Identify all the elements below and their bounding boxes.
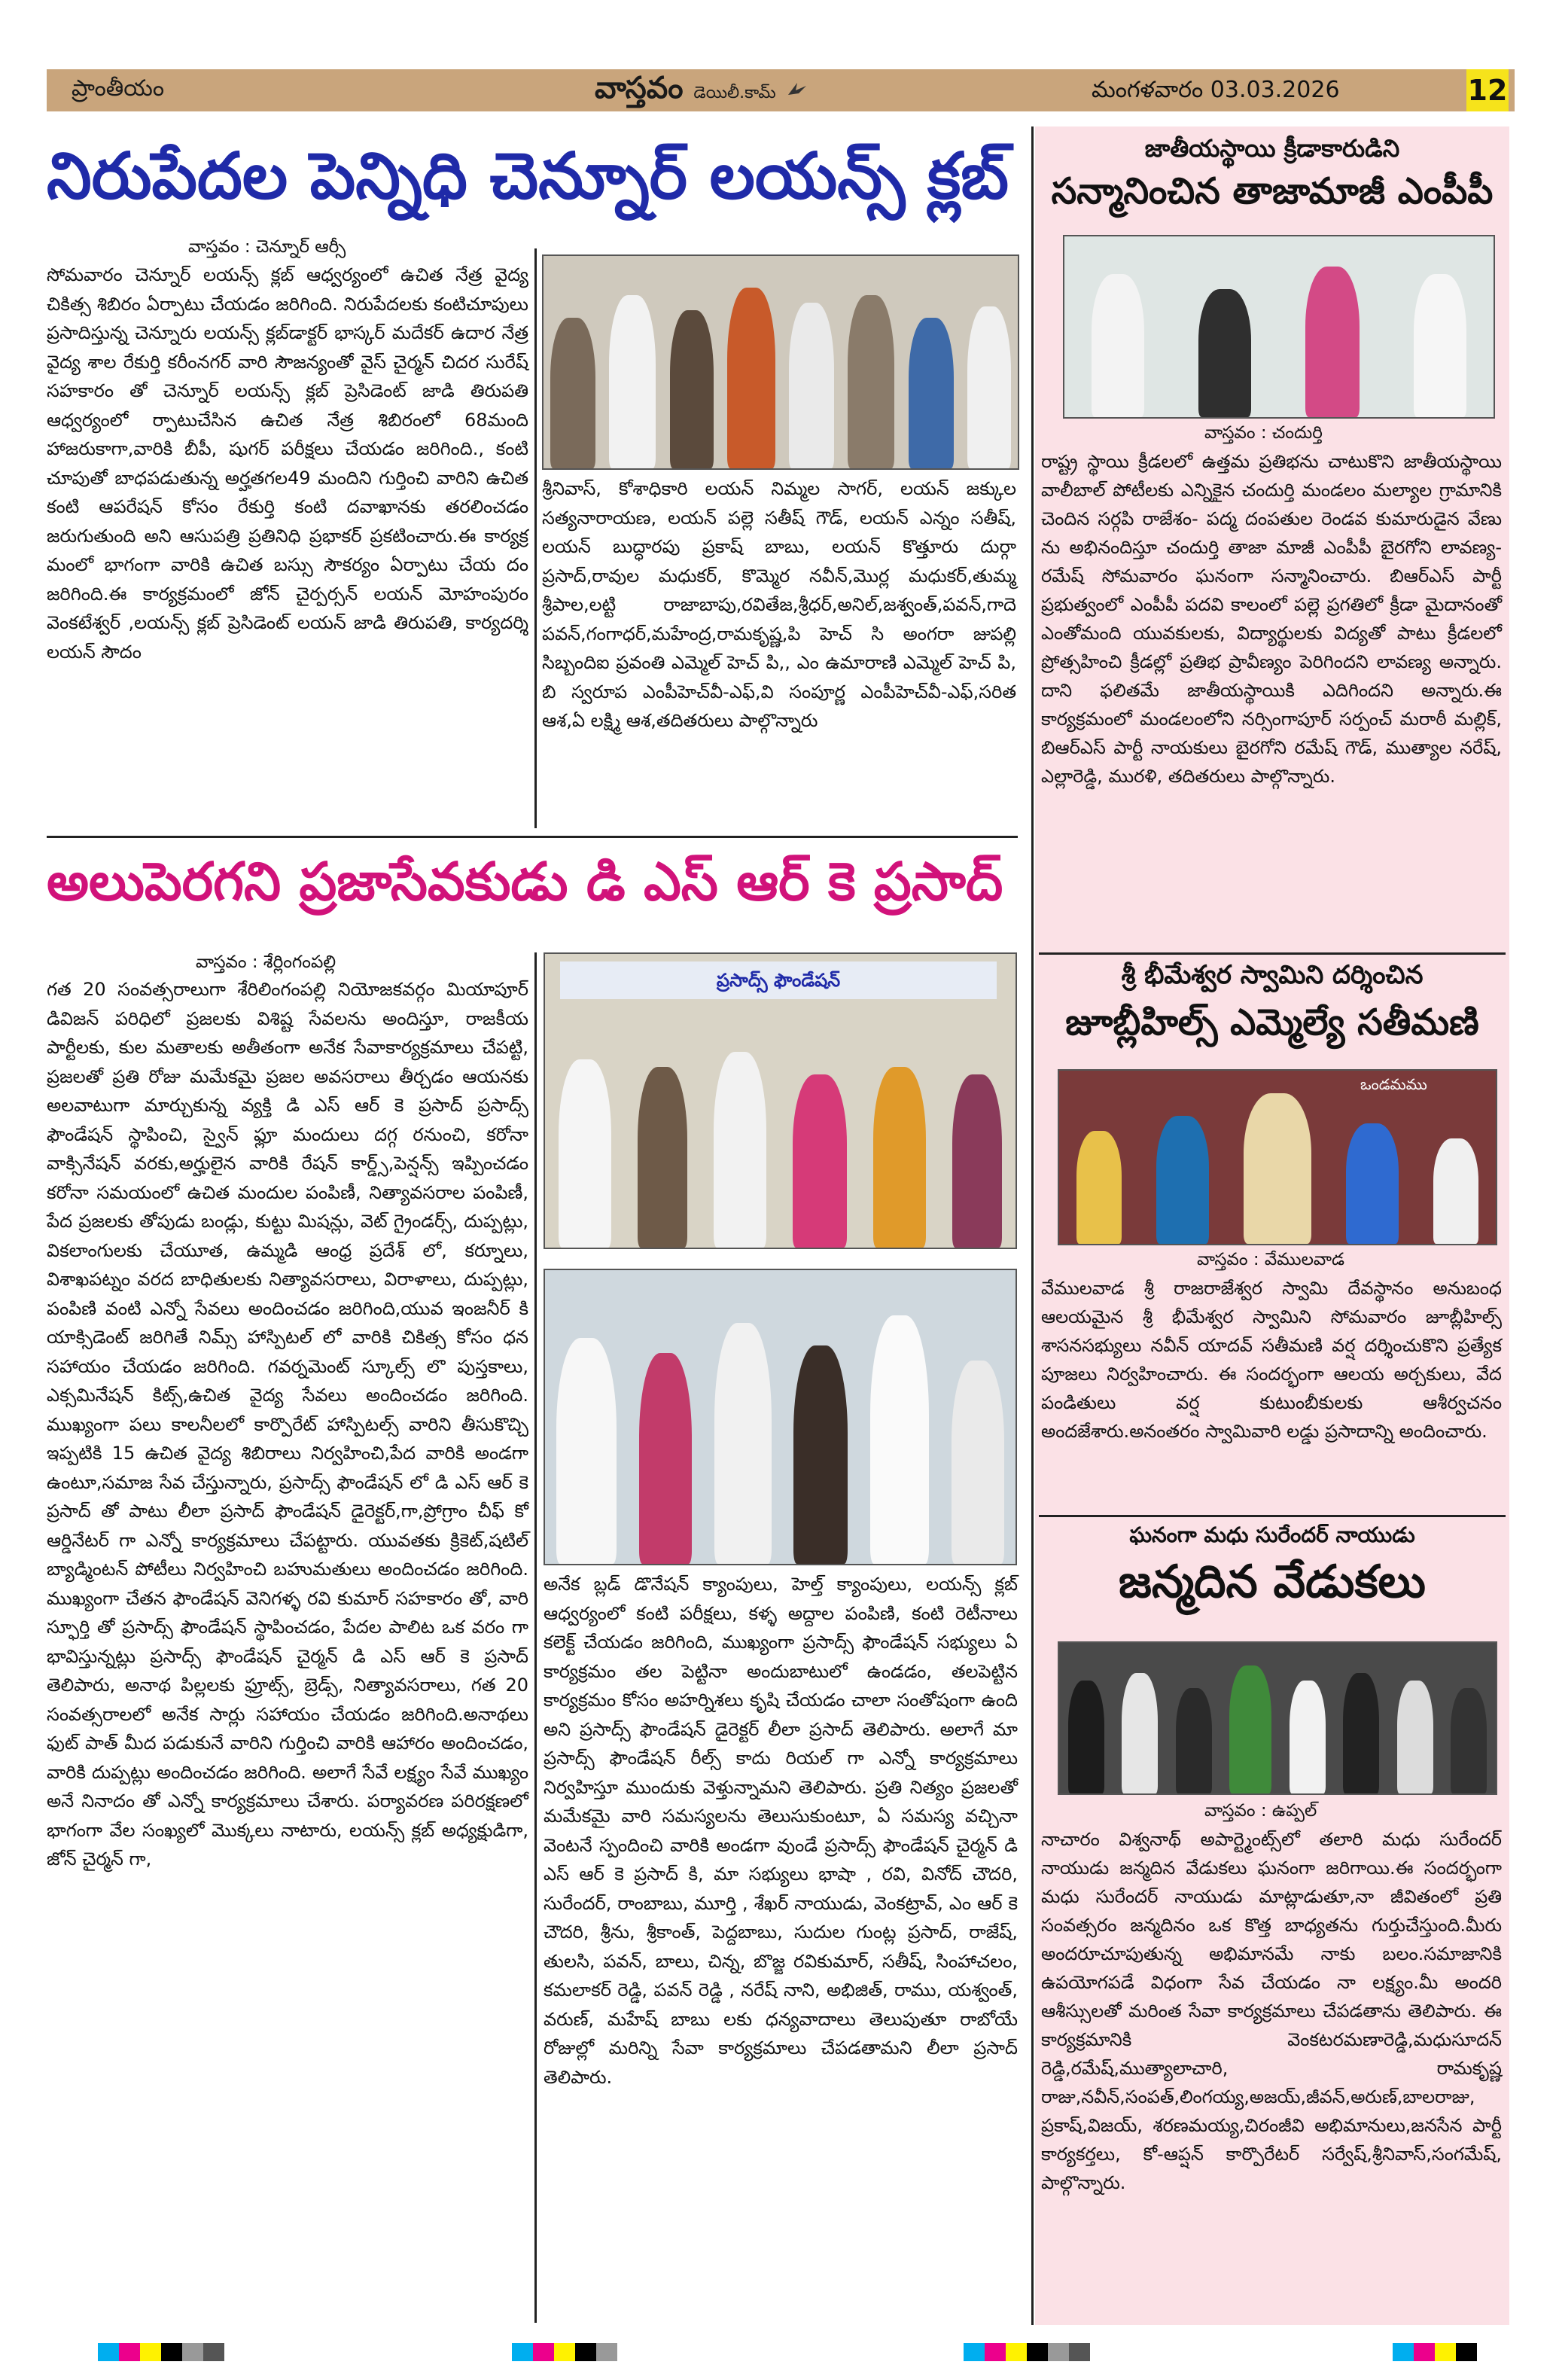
- column-divider: [1031, 126, 1034, 2325]
- right2-headline: జూబ్లీహిల్స్ ఎమ్మెల్యే సతీమణి: [1065, 1001, 1479, 1044]
- right2-dateline: వాస్తవం : వేములవాడ: [1197, 1250, 1344, 1269]
- section-name: ప్రాంతీయం: [72, 75, 165, 102]
- column-divider: [534, 248, 537, 828]
- right1-dateline: వాస్తవం : చందుర్తి: [1204, 423, 1323, 443]
- temple-sign: ఒండమము: [1360, 1075, 1427, 1093]
- story2-photo-ceremony: [544, 952, 1017, 1249]
- story-separator: [47, 836, 1018, 838]
- color-registration-strip: [512, 2343, 617, 2361]
- story2-column-1: గత 20 సంవత్సరాలుగా శేరిలింగంపల్లి నియోజకవర్గం మియాపూర్ డివిజన్ పరిధిలో ప్రజలకు విశిష్ట సేవలను అందిస్తూ, రాజకీయ పార్టీలకు, కుల మతాలకు అతీతంగా అనేక సేవాకార్యక్రమాలు చేపట్టి, ప్రజలతో ప్రతి రోజు మమేకమై ప్రజల అవసరాలు తీర్చడం ఆయనకు అలవాటుగా మార్చుకున్న వ్యక్తి డి ఎస్ ఆర్ కె ప్రసాద్ ప్రసాద్స్ ఫౌండేషన్ స్థాపించి, స్వైన్ ఫ్లూ మందులు దగ్గ రనుంచి, కరోనా వాక్సినేషన్ వరకు,అర్హులైన వారికి రేషన్ కార్డ్స్,పెన్షన్స్ ఇప్పించడం కరోనా సమయంలో ఉచిత మందుల పంపిణీ, నిత్యావసరాల పంపిణీ, పేద ప్రజలకు తోపుడు బండ్లు, కుట్టు మిషన్లు, వెట్ గ్రైండర్స్, దుప్పట్లు, వికలాంగులకు చేయూత, ఉమ్మడి ఆంధ్ర ప్రదేశ్ లో, కర్నూలు, విశాఖపట్నం వరద బాధితులకు నిత్యావసరాలు, విరాళాలు, దుప్పట్లు, పంపిణి వంటి ఎన్నో సేవలు అందించడం జరిగింది,యువ ఇంజనీర్ కి యాక్సిడెంట్ జరిగితే నిమ్స్ హాస్పిటల్ లో వారికి చికిత్స కోసం ధన సహాయం చేయడం జరిగింది. గవర్నమెంట్ స్కూల్స్ లొ పుస్తకాలు, ఎక్సమినేషన్ కిట్స్,ఉచిత వైద్య సేవలు అందించడం జరిగింది. ముఖ్యంగా పలు కాలనీలలో కార్పొరేట్ హాస్పిటల్స్ వారిని తీసుకొచ్చి ఇప్పటికి 15 ఉచిత వైద్య శిబిరాలు నిర్వహించి,పేద వారికి అండగా ఉంటూ,సమాజ సేవ చేస్తున్నారు, ప్రసాద్స్ ఫౌండేషన్ లో డి ఎస్ ఆర్ కె ప్రసాద్ తో పాటు లీలా ప్రసాద్ ఫౌండేషన్ డైరెక్టర్,గా,ప్రోగ్రాం చీఫ్ కో ఆర్డినేటర్ గా ఎన్నో కార్యక్రమాలు చేపట్టారు. యువతకు క్రికెట్,షటిల్ బ్యాడ్మింటన్ పోటీలు నిర్వహించి బహుమతులు అందించడం జరిగింది. ముఖ్యంగా చేతన ఫౌండేషన్ వెనిగళ్ళ రవి కుమార్ సహకారం తో, వారి స్ఫూర్తి తో ప్రసాద్స్ ఫౌండేషన్ స్థాపించడం, పేదల పాలిట ఒక వరం గా భావిస్తున్నట్లు ప్రసాద్స్ ఫౌండేషన్ చైర్మన్ డి ఎస్ ఆర్ కె ప్రసాద్ తెలిపారు, అనాథ పిల్లలకు ఫ్రూట్స్, బ్రెడ్స్, నిత్యావసరాలు, గత 20 సంవత్సరాలలో అనేక సార్లు సహాయం చేయడం జరిగింది.అనాథలు ఫుట్ పాత్ మీద పడుకునే వారిని గుర్తించి వారికి ఆహారం అందించడం, వారికి దుప్పట్లు అందించడం జరిగింది. అలాగే సేవే లక్ష్యం సేవే ముఖ్యం అనే నినాదం తో ఎన్నో కార్యక్రమాలు చేశారు. పర్యావరణ పరిరక్షణలో భాగంగా వేల సంఖ్యలో మొక్కలు నాటారు, లయన్స్ క్లబ్ అధ్యక్షుడిగా, జోన్ చైర్మన్ గా,: [47, 979, 528, 1870]
- story1-dateline: వాస్తవం : చెన్నూర్ ఆర్సీ: [188, 237, 346, 257]
- right1-photo: [1063, 235, 1495, 419]
- bird-icon: [787, 80, 808, 99]
- color-registration-strip: [1393, 2343, 1477, 2361]
- color-registration-strip: [98, 2343, 224, 2361]
- paper-subtitle: డెయిలీ.కామ్: [693, 84, 776, 102]
- story1-column-1: సోమవారం చెన్నూర్ లయన్స్ క్లబ్ ఆధ్వర్యంలో ఉచిత నేత్ర వైద్య చికిత్స శిబిరం ఏర్పాటు చేయడం జరిగింది. నిరుపేదలకు కంటిచూపులు ప్రసాదిస్తున్న చెన్నూరు లయన్స్ క్లబ్‌డాక్టర్ భాస్కర్ మదేకర్ ఉదార నేత్ర వైద్య శాల రేకుర్తి కరీంనగర్ వారి సౌజన్యంతో వైస్ చైర్మన్ చిదర సురేష్ సహకారం తో చెన్నూర్ లయన్స్ క్లబ్ ప్రెసిడెంట్ జాడి తిరుపతి ఆధ్వర్యంలో ర్పాటుచేసిన ఉచిత నేత్ర శిబిరంలో 68మంది హాజరుకాగా,వారికి బీపీ, షుగర్ పరీక్షలు చేయడం జరిగింది., కంటి చూపుతో బాధపడుతున్న అర్హతగల49 మందిని గుర్తించి వారిని ఉచిత కంటి ఆపరేషన్ కోసం రేకుర్తి కంటి దవాఖానకు తరలించడం జరుగుతుంది అని ఆసుపత్రి ప్రతినిధి ప్రభాకర్ ప్రకటించారు.ఈ కార్యక్ర మంలో భాగంగా వారికి ఉచిత బస్సు సౌకర్యం ఏర్పాటు చేయ దం జరిగింది.ఈ కార్యక్రమంలో జోన్ చైర్పర్సన్ లయన్ మోహంపురం వెంకటేశ్వర్ ,లయన్స్ క్లబ్ ప్రెసిడెంట్ లయన్ జాడి తిరుపతి, కార్యదర్శి లయన్ సౌదం: [47, 264, 528, 663]
- story2-column-2: అనేక బ్లడ్ డొనేషన్ క్యాంపులు, హెల్త్ క్యాంపులు, లయన్స్ క్లబ్ ఆధ్వర్యంలో కంటి పరీక్షలు, కళ్ళ అద్దాల పంపిణి, కంటి రెటీనాలు కలెక్ట్ చేయడం జరిగింది, ముఖ్యంగా ప్రసాద్స్ ఫౌండేషన్ సభ్యులు ఏ కార్యక్రమం తల పెట్టినా అందుబాటులో ఉండడం, తలపెట్టిన కార్యక్రమం కోసం అహర్నిశలు కృషి చేయడం చాలా సంతోషంగా ఉంది అని ప్రసాద్స్ ఫౌండేషన్ డైరెక్టర్ లీలా ప్రసాద్ తెలిపారు. అలాగే మా ప్రసాద్స్ ఫౌండేషన్ రీల్స్ కాదు రియల్ గా ఎన్నో కార్యక్రమాలు నిర్వహిస్తూ ముందుకు వెళ్తున్నామని తెలిపారు. ప్రతి నిత్యం ప్రజలతో మమేకమై వారి సమస్యలను తెలుసుకుంటూ, ఏ సమస్య వచ్చినా వెంటనే స్పందించి వారికి అండగా వుండే ప్రసాద్స్ ఫౌండేషన్ చైర్మన్ డి ఎస్ ఆర్ కె ప్రసాద్ కి, మా సభ్యులు భాషా , రవి, వినోద్ చౌదరి, సురేందర్, రాంబాబు, మూర్తి , శేఖర్ నాయుడు, వెంకట్రావ్, ఎం ఆర్ కె చౌదరి, శ్రీను, శ్రీకాంత్, పెద్దబాబు, సుదుల గుంట్ల ప్రసాద్, రాజేష్, తులసి, పవన్, బాలు, చిన్న, బొజ్జ రవికుమార్, సతీష్, సింహాచలం, కమలాకర్ రెడ్డి, పవన్ రెడ్డి , నరేష్ నాని, అభిజిత్, రాము, యశ్వంత్, వరుణ్, మహేష్ బాబు లకు ధన్యవాదాలు తెలుపుతూ రాబోయే రోజుల్లో మరిన్ని సేవా కార్యక్రమాలు చేపడతామని లీలా ప్రసాద్ తెలిపారు.: [544, 1574, 1018, 2088]
- right3-photo: [1058, 1641, 1497, 1795]
- right3-headline: జన్మదిన వేడుకలు: [1119, 1556, 1426, 1608]
- paper-title: వాస్తవం: [595, 71, 684, 105]
- right1-headline: సన్మానించిన తాజామాజీ ఎంపీపీ: [1051, 170, 1494, 212]
- story-separator: [1039, 1515, 1506, 1517]
- right2-text: వేములవాడ శ్రీ రాజరాజేశ్వర స్వామి దేవస్థానం అనుబంధ ఆలయమైన శ్రీ భీమేశ్వర స్వామిని సోమవారం జూబ్లీహిల్స్ శాసనసభ్యులు నవీన్ యాదవ్ సతీమణి వర్ష దర్శించుకొని ప్రత్యేక పూజలు నిర్వహించారు. ఈ సందర్భంగా ఆలయ అర్చకులు, వేద పండితులు వర్ష కుటుంబీకులకు ఆశీర్వచనం అందజేశారు.అనంతరం స్వామివారి లడ్డు ప్రసాదాన్ని అందించారు.: [1041, 1278, 1502, 1442]
- story2-dateline: వాస్తవం : శేర్లింగంపల్లి: [196, 952, 336, 972]
- page-number: 12: [1466, 69, 1509, 111]
- right3-kicker: ఘనంగా మధు సురేందర్ నాయుడు: [1129, 1522, 1415, 1547]
- issue-date: మంగళవారం 03.03.2026: [1092, 77, 1340, 103]
- right2-photo: [1058, 1069, 1497, 1245]
- photo-banner: ప్రసాద్స్ ఫౌండేషన్: [560, 961, 997, 999]
- column-divider: [534, 952, 537, 2323]
- color-registration-strip: [964, 2343, 1090, 2361]
- right3-dateline: వాస్తవం : ఉప్పల్: [1204, 1801, 1317, 1821]
- right2-kicker: శ్రీ భీమేశ్వర స్వామిని దర్శించిన: [1121, 960, 1424, 990]
- story1-column-2: శ్రీనివాస్, కోశాధికారి లయన్ నిమ్మల సాగర్, లయన్ జక్కుల సత్యనారాయణ, లయన్ పల్లె సతీష్ గౌడ్, లయన్ ఎన్నం సతీష్, లయన్ బుద్ధారపు ప్రకాష్ బాబు, లయన్ కొత్తూరు దుర్గా ప్రసాద్,రావుల మధుకర్, కొమ్మెర నవీన్,మొర్ల మధుకర్,తుమ్మ శ్రీపాల,లట్టి రాజాబాపు,రవితేజ,శ్రీధర్,అనిల్,జశ్వంత్,పవన్,గాదె పవన్,గంగాధర్,మహేంద్ర,రామకృష్ణ,పి హెచ్ సి అంగరా జుపల్లి సిబ్బందిఐ ప్రవంతి ఎమ్మెల్ హెచ్ పి,, ఎం ఉమారాణి ఎమ్మెల్ హెచ్ పి, బి స్వరూప ఎంపీహెచ్‌వీ-ఎఫ్,వి సంపూర్ణ ఎంపీహెచ్‌వీ-ఎఫ్,సరిత ఆశ,ఏ లక్ష్మి ఆశ,తదితరులు పాల్గొన్నారు: [542, 478, 1016, 731]
- right3-text: నాచారం విశ్వనాథ్ అపార్ట్మెంట్స్‌లో తలారి మధు సురేందర్ నాయుడు జన్మదిన వేడుకలు ఘనంగా జరిగాయి.ఈ సందర్భంగా మధు సురేందర్ నాయుడు మాట్లాడుతూ,నా జీవితంలో ప్రతి సంవత్సరం జన్మదినం ఒక కొత్త బాధ్యతను గుర్తుచేస్తుంది.మీరు అందరూచూపుతున్న అభిమానమే నాకు బలం.సమాజానికి ఉపయోగపడే విధంగా సేవ చేయడం నా లక్ష్యం.మీ అందరి ఆశీస్సులతో మరింత సేవా కార్యక్రమాలు చేపడతాను తెలిపారు. ఈ కార్యక్రమానికి వెంకటరమణారెడ్డి,మధుసూదన్ రెడ్డి,రమేష్,ముత్యాలాచారి, రామకృష్ణ రాజు,నవీన్,సంపత్,లింగయ్య,అజయ్,జీవన్,అరుణ్,బాలరాజు, ప్రకాష్,విజయ్, శరణమయ్య,చిరంజీవి అభిమానులు,జనసేన పార్టీ కార్యకర్తలు, కో-ఆప్షన్ కార్పొరేటర్ సర్వేష్,శ్రీనివాస్,సంగమేష్, పాల్గొన్నారు.: [1041, 1829, 1502, 2193]
- story2-photo-awards: [544, 1269, 1017, 1565]
- story1-headline: నిరుపేదల పెన్నిధి చెన్నూర్ లయన్స్ క్లబ్: [47, 139, 1009, 214]
- story2-headline: అలుపెరగని ప్రజాసేవకుడు డి ఎస్ ఆర్ కె ప్రసాద్: [47, 851, 1003, 913]
- right1-text: రాష్ట్ర స్థాయి క్రీడలలో ఉత్తమ ప్రతిభను చాటుకొని జాతీయస్థాయి వాలీబాల్ పోటీలకు ఎన్నికైన చందుర్తి మండలం మల్యాల గ్రామానికి చెందిన సర్గపి రాజేశం- పద్మ దంపతుల రెండవ కుమారుడైన వేణు ను అభినందిస్తూ చందుర్తి తాజా మాజీ ఎంపీపీ బైరగోని లావణ్య-రమేష్ సోమవారం ఘనంగా సన్మానించారు. బిఆర్ఎస్ పార్టీ ప్రభుత్వంలో ఎంపీపీ పదవి కాలంలో పల్లె ప్రగతిలో క్రీడా మైదానంతో ఎంతోమంది యువకులకు, విద్యార్థులకు విద్యతో పాటు క్రీడలలో ప్రోత్సహించి క్రీడల్లో ప్రతిభ ప్రావీణ్యం పెరిగిందని లావణ్య అన్నారు. దాని ఫలితమే జాతీయస్థాయికి ఎదిగిందని అన్నారు.ఈ కార్యక్రమంలో మండలంలోని నర్సింగాపూర్ సర్పంచ్ మరాఠీ మల్లిక్, బిఆర్ఎస్ పార్టీ నాయకులు బైరగోని రమేష్ గౌడ్, ముత్యాల నరేష్, ఎల్లారెడ్డి, మురళి, తదితరులు పాల్గొన్నారు.: [1041, 451, 1502, 787]
- story-separator: [1039, 952, 1506, 955]
- right1-kicker: జాతీయస్థాయి క్రీడాకారుడిని: [1144, 134, 1400, 163]
- story1-photo: [542, 254, 1019, 470]
- paper-name: [595, 71, 808, 113]
